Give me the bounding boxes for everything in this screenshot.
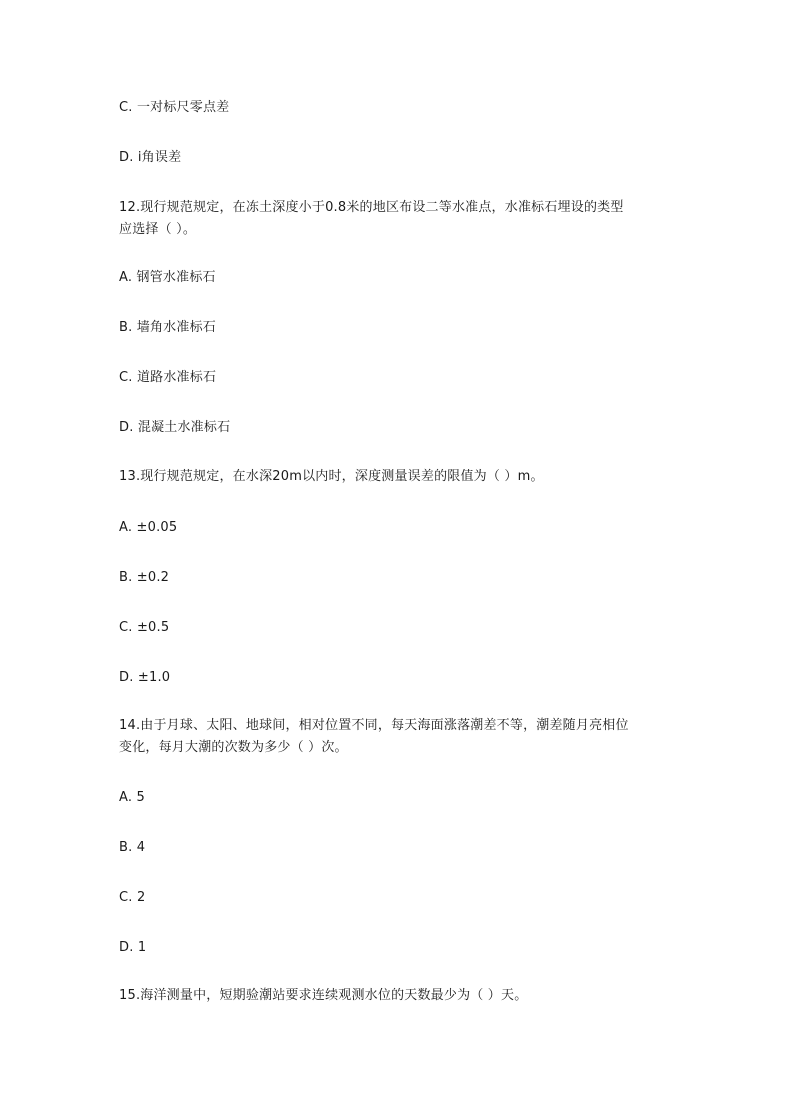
q11-option-d: D. i角误差 (119, 150, 182, 165)
q12-stem-line2: 应选择（ ）。 (119, 222, 197, 237)
q13-option-b: B. ±0.2 (119, 570, 170, 585)
q15-stem-line1: 15.海洋测量中，短期验潮站要求连续观测水位的天数最少为（ ）天。 (119, 988, 528, 1003)
q14-option-d: D. 1 (119, 940, 147, 955)
q13-option-a: A. ±0.05 (119, 520, 178, 535)
q12-option-c: C. 道路水准标石 (119, 370, 217, 385)
q13-stem-line1: 13.现行规范规定，在水深20m以内时，深度测量误差的限值为（ ）m。 (119, 469, 544, 484)
q14-stem-line1: 14.由于月球、太阳、地球间，相对位置不同，每天海面涨落潮差不等，潮差随月亮相位 (119, 718, 629, 733)
q13-option-d: D. ±1.0 (119, 670, 171, 685)
q12-option-b: B. 墙角水准标石 (119, 320, 216, 335)
q14-stem-line2: 变化，每月大潮的次数为多少（ ）次。 (119, 740, 348, 755)
q12-stem-line1: 12.现行规范规定，在冻土深度小于0.8米的地区布设二等水准点，水准标石埋设的类型 (119, 200, 624, 215)
q14-option-a: A. 5 (119, 790, 146, 805)
q11-option-c: C. 一对标尺零点差 (119, 100, 230, 115)
q14-option-c: C. 2 (119, 890, 146, 905)
q13-option-c: C. ±0.5 (119, 620, 170, 635)
q12-option-d: D. 混凝土水准标石 (119, 420, 231, 435)
q14-option-b: B. 4 (119, 840, 146, 855)
q12-option-a: A. 钢管水准标石 (119, 270, 216, 285)
